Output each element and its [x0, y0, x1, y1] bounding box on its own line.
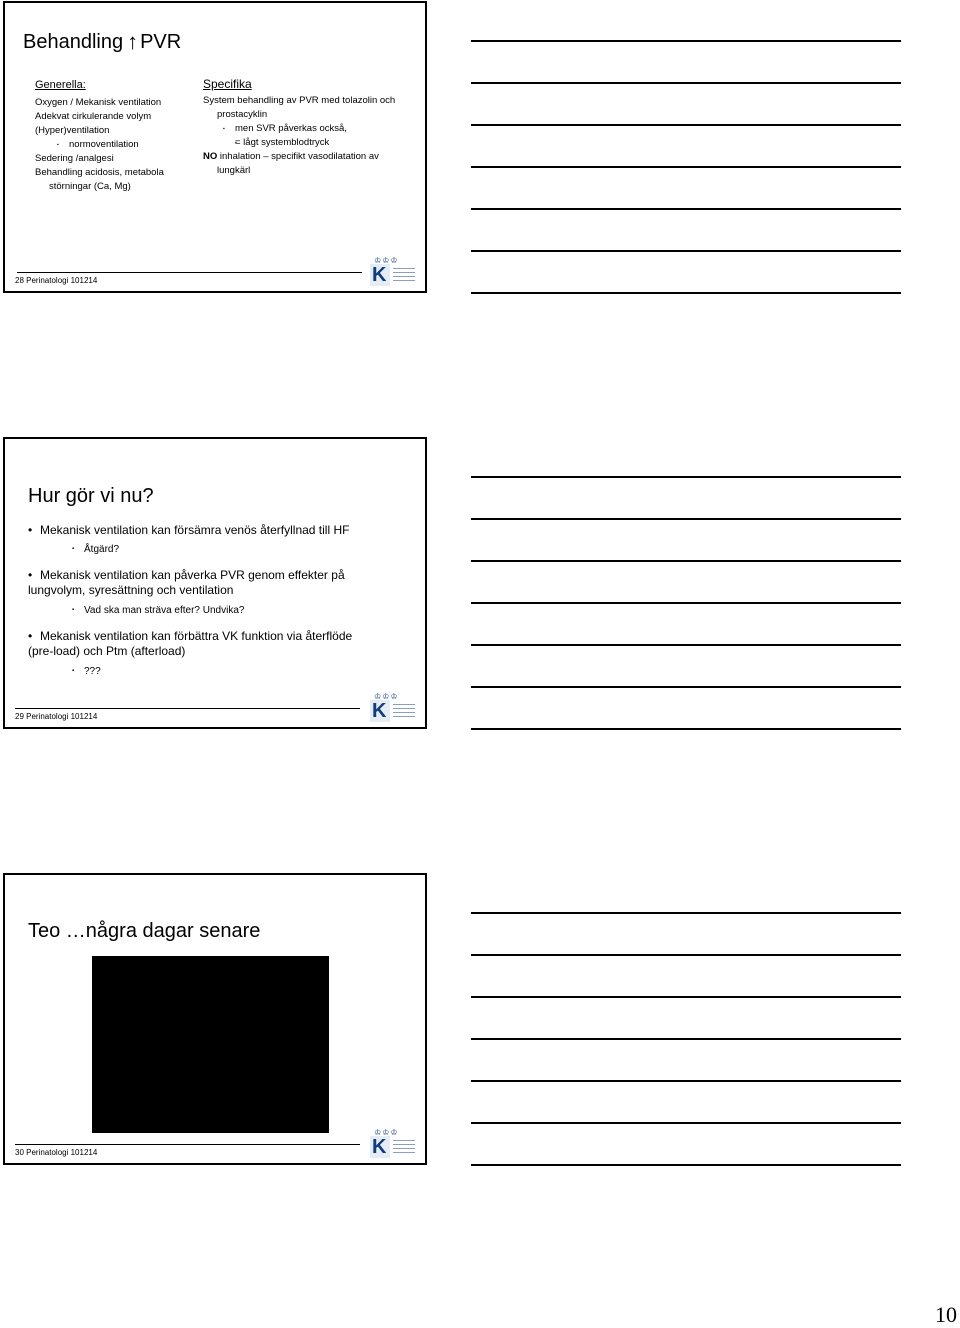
- slide-title: Behandling ↑ PVR: [23, 29, 182, 54]
- image-placeholder: [92, 956, 329, 1133]
- slide-29: [3, 437, 427, 729]
- list-item: NO inhalation – specifikt vasodilatation av: [203, 151, 379, 162]
- up-arrow-icon: ↑: [127, 29, 139, 54]
- list-item: (Hyper)ventilation: [35, 125, 110, 136]
- list-item: Behandling acidosis, metabola: [35, 167, 164, 178]
- general-header: Generella:: [35, 79, 86, 91]
- bullet-item: • Mekanisk ventilation kan försämra venös återfyllnad till HF: [28, 523, 408, 538]
- crown-icon: ♔♔♔: [374, 692, 399, 701]
- notes-area: [471, 40, 901, 334]
- list-item: Sedering /analgesi: [35, 153, 114, 164]
- institution-logo: ♔♔♔ K: [370, 1131, 418, 1159]
- list-item-continued: prostacyklin: [217, 109, 268, 120]
- slide-footer: 30 Perinatologi 101214: [15, 1148, 98, 1157]
- institution-logo: ♔♔♔ K: [370, 695, 418, 723]
- bullet-subitem: ▪ ???: [28, 664, 408, 679]
- list-item: System behandling av PVR med tolazolin och: [203, 95, 396, 106]
- bullet-list: [28, 523, 408, 690]
- general-column: [35, 78, 185, 194]
- crown-icon: ♔♔♔: [374, 1128, 399, 1137]
- no-label: NO: [203, 151, 218, 162]
- list-subitem: ▪ men SVR påverkas också,: [203, 122, 418, 136]
- list-item: Oxygen / Mekanisk ventilation: [35, 97, 162, 108]
- notes-area: [471, 912, 901, 1206]
- slide-title: Teo …några dagar senare: [28, 920, 261, 942]
- footer-rule: [15, 708, 360, 709]
- list-item: Adekvat cirkulerande volym: [35, 111, 152, 122]
- bullet-item: • Mekanisk ventilation kan förbättra VK funktion via återflöde (pre-load) och Ptm (afterload): [28, 629, 408, 659]
- list-item-continued: lungkärl: [217, 165, 251, 176]
- bullet-item: • Mekanisk ventilation kan påverka PVR genom effekter på lungvolym, syresättning och ventilation: [28, 568, 408, 598]
- specific-column: [203, 77, 418, 178]
- slide-30: [3, 873, 427, 1165]
- page-number: 10: [935, 1302, 957, 1327]
- list-subitem: ▪ normoventilation: [35, 138, 185, 152]
- notes-area: [471, 476, 901, 770]
- list-item-continued: störningar (Ca, Mg): [49, 181, 131, 192]
- crown-icon: ♔♔♔: [374, 256, 399, 265]
- footer-rule: [17, 272, 362, 273]
- slide-28: [3, 1, 427, 293]
- slide-footer: 28 Perinatologi 101214: [15, 276, 98, 285]
- slide-title: Hur gör vi nu?: [28, 485, 154, 507]
- institution-logo: ♔♔♔ K: [370, 259, 418, 287]
- footer-rule: [15, 1144, 360, 1145]
- bullet-subitem: ▪ Vad ska man sträva efter? Undvika?: [28, 603, 408, 618]
- slide-footer: 29 Perinatologi 101214: [15, 712, 98, 721]
- specific-header: Specifika: [203, 77, 252, 91]
- bullet-subitem: ▪ Åtgärd?: [28, 542, 408, 557]
- list-subitem-continued: ▪ = lågt systemblodtryck: [203, 136, 418, 150]
